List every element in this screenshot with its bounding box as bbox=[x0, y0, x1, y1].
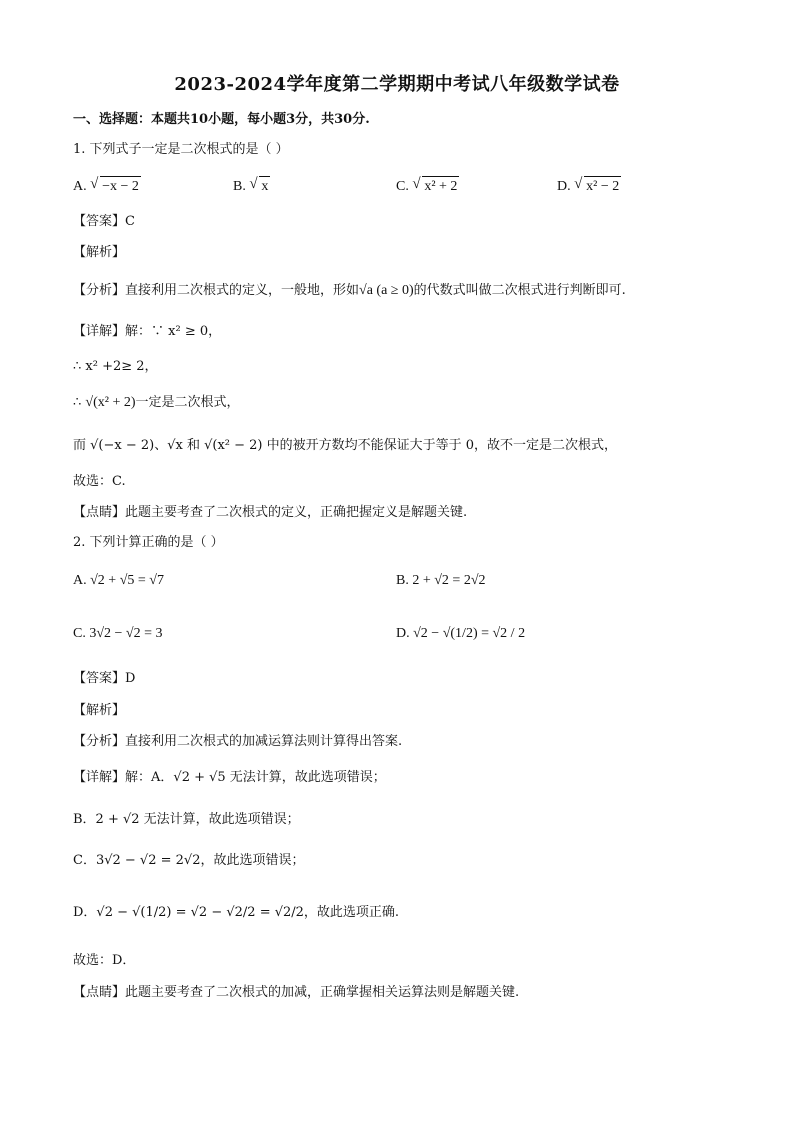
dianjing-text: 此题主要考查了二次根式的定义，正确把握定义是解题关键. bbox=[125, 505, 468, 520]
q1-option-d bbox=[557, 176, 621, 197]
page-title: 2023-2024学年度第二学期期中考试八年级数学试卷 bbox=[174, 74, 620, 95]
q1-option-a-value: −x − 2 bbox=[100, 176, 141, 197]
q2-option-a-label: A. bbox=[73, 573, 87, 588]
q1-step2 bbox=[73, 393, 240, 413]
q1-option-c-label: C. bbox=[396, 179, 409, 194]
q2-fenxi bbox=[73, 732, 402, 752]
q2-xiangjie-b: B．2 + √2 无法计算，故此选项错误； bbox=[73, 812, 300, 827]
answer-value: D bbox=[125, 671, 136, 686]
section-heading: 一、选择题：本题共10小题，每小题3分，共30分. bbox=[73, 112, 370, 127]
q2-option-a bbox=[73, 571, 164, 591]
dianjing-tag: 【点睛】 bbox=[73, 505, 126, 520]
q1-fenxi bbox=[73, 281, 626, 301]
answer-value: C bbox=[125, 214, 135, 229]
dianjing-text: 此题主要考查了二次根式的加减，正确掌握相关运算法则是解题关键. bbox=[125, 985, 520, 1000]
q1-option-c bbox=[396, 176, 459, 197]
q1-option-b bbox=[233, 176, 270, 197]
step2-post: 一定是二次根式， bbox=[135, 395, 240, 410]
q2-option-b-value: 2 + √2 = 2√2 bbox=[412, 573, 486, 588]
q1-option-d-label: D. bbox=[557, 179, 571, 194]
q1-step3: 而 √(−x − 2)、√x 和 √(x² − 2) 中的被开方数均不能保证大于等于 0，故不一定是二次根式， bbox=[73, 438, 618, 453]
q2-option-b bbox=[396, 571, 486, 591]
q1-step1: ∴ x² +2≥ 2， bbox=[73, 359, 158, 374]
q2-xiangjie-d: D．√2 − √(1/2) = √2 − √2/2 = √2/2，故此选项正确. bbox=[73, 905, 400, 920]
q1-option-d-value: x² − 2 bbox=[584, 176, 621, 197]
q1-stem: 1. 下列式子一定是二次根式的是（ ） bbox=[73, 142, 289, 157]
q2-option-a-value: √2 + √5 = √7 bbox=[90, 573, 164, 588]
answer-tag: 【答案】 bbox=[73, 214, 126, 229]
fenxi-tag: 【分析】 bbox=[73, 283, 126, 298]
fenxi-text-b: 的代数式叫做二次根式进行判断即可. bbox=[413, 283, 626, 298]
step2-expr: √(x² + 2) bbox=[85, 395, 136, 410]
q1-option-b-label: B. bbox=[233, 179, 246, 194]
xiangjie-tag: 【详解】 bbox=[73, 770, 126, 785]
q2-option-c bbox=[73, 624, 163, 644]
q2-choose: 故选：D． bbox=[73, 953, 136, 968]
q2-analysis-tag: 【解析】 bbox=[73, 703, 126, 718]
q1-option-b-value: x bbox=[259, 176, 270, 197]
q2-stem: 2. 下列计算正确的是（ ） bbox=[73, 535, 224, 550]
q1-answer bbox=[73, 212, 135, 232]
fenxi-expr: √a (a ≥ 0) bbox=[359, 283, 414, 298]
q1-xiangjie bbox=[73, 322, 221, 342]
q2-xiangjie-c: C．3√2 − √2 = 2√2，故此选项错误； bbox=[73, 853, 305, 868]
fenxi-text-a: 直接利用二次根式的定义，一般地，形如 bbox=[125, 283, 360, 298]
q2-xiangjie bbox=[73, 768, 386, 788]
q2-option-c-value: 3√2 − √2 = 3 bbox=[89, 626, 163, 641]
xiangjie-text: 解：∵ x² ≥ 0， bbox=[125, 324, 222, 339]
fenxi-text: 直接利用二次根式的加减运算法则计算得出答案. bbox=[125, 734, 403, 749]
xiangjie-a: 解：A．√2 + √5 无法计算，故此选项错误； bbox=[125, 770, 386, 785]
q1-option-c-value: x² + 2 bbox=[422, 176, 459, 197]
q2-answer bbox=[73, 669, 135, 689]
q2-dianjing bbox=[73, 983, 519, 1003]
dianjing-tag: 【点睛】 bbox=[73, 985, 126, 1000]
q2-option-b-label: B. bbox=[396, 573, 409, 588]
q1-option-a bbox=[73, 176, 141, 197]
fenxi-tag: 【分析】 bbox=[73, 734, 126, 749]
q2-option-d-label: D. bbox=[396, 626, 410, 641]
xiangjie-tag: 【详解】 bbox=[73, 324, 126, 339]
q2-option-d-value: √2 − √(1/2) = √2 / 2 bbox=[413, 626, 526, 641]
q2-option-c-label: C. bbox=[73, 626, 86, 641]
answer-tag: 【答案】 bbox=[73, 671, 126, 686]
q1-analysis-tag: 【解析】 bbox=[73, 245, 126, 260]
step2-pre: ∴ bbox=[73, 395, 86, 410]
q1-dianjing bbox=[73, 503, 467, 523]
q1-choose: 故选：C. bbox=[73, 474, 126, 489]
q2-option-d bbox=[396, 624, 525, 644]
q1-option-a-label: A. bbox=[73, 179, 87, 194]
